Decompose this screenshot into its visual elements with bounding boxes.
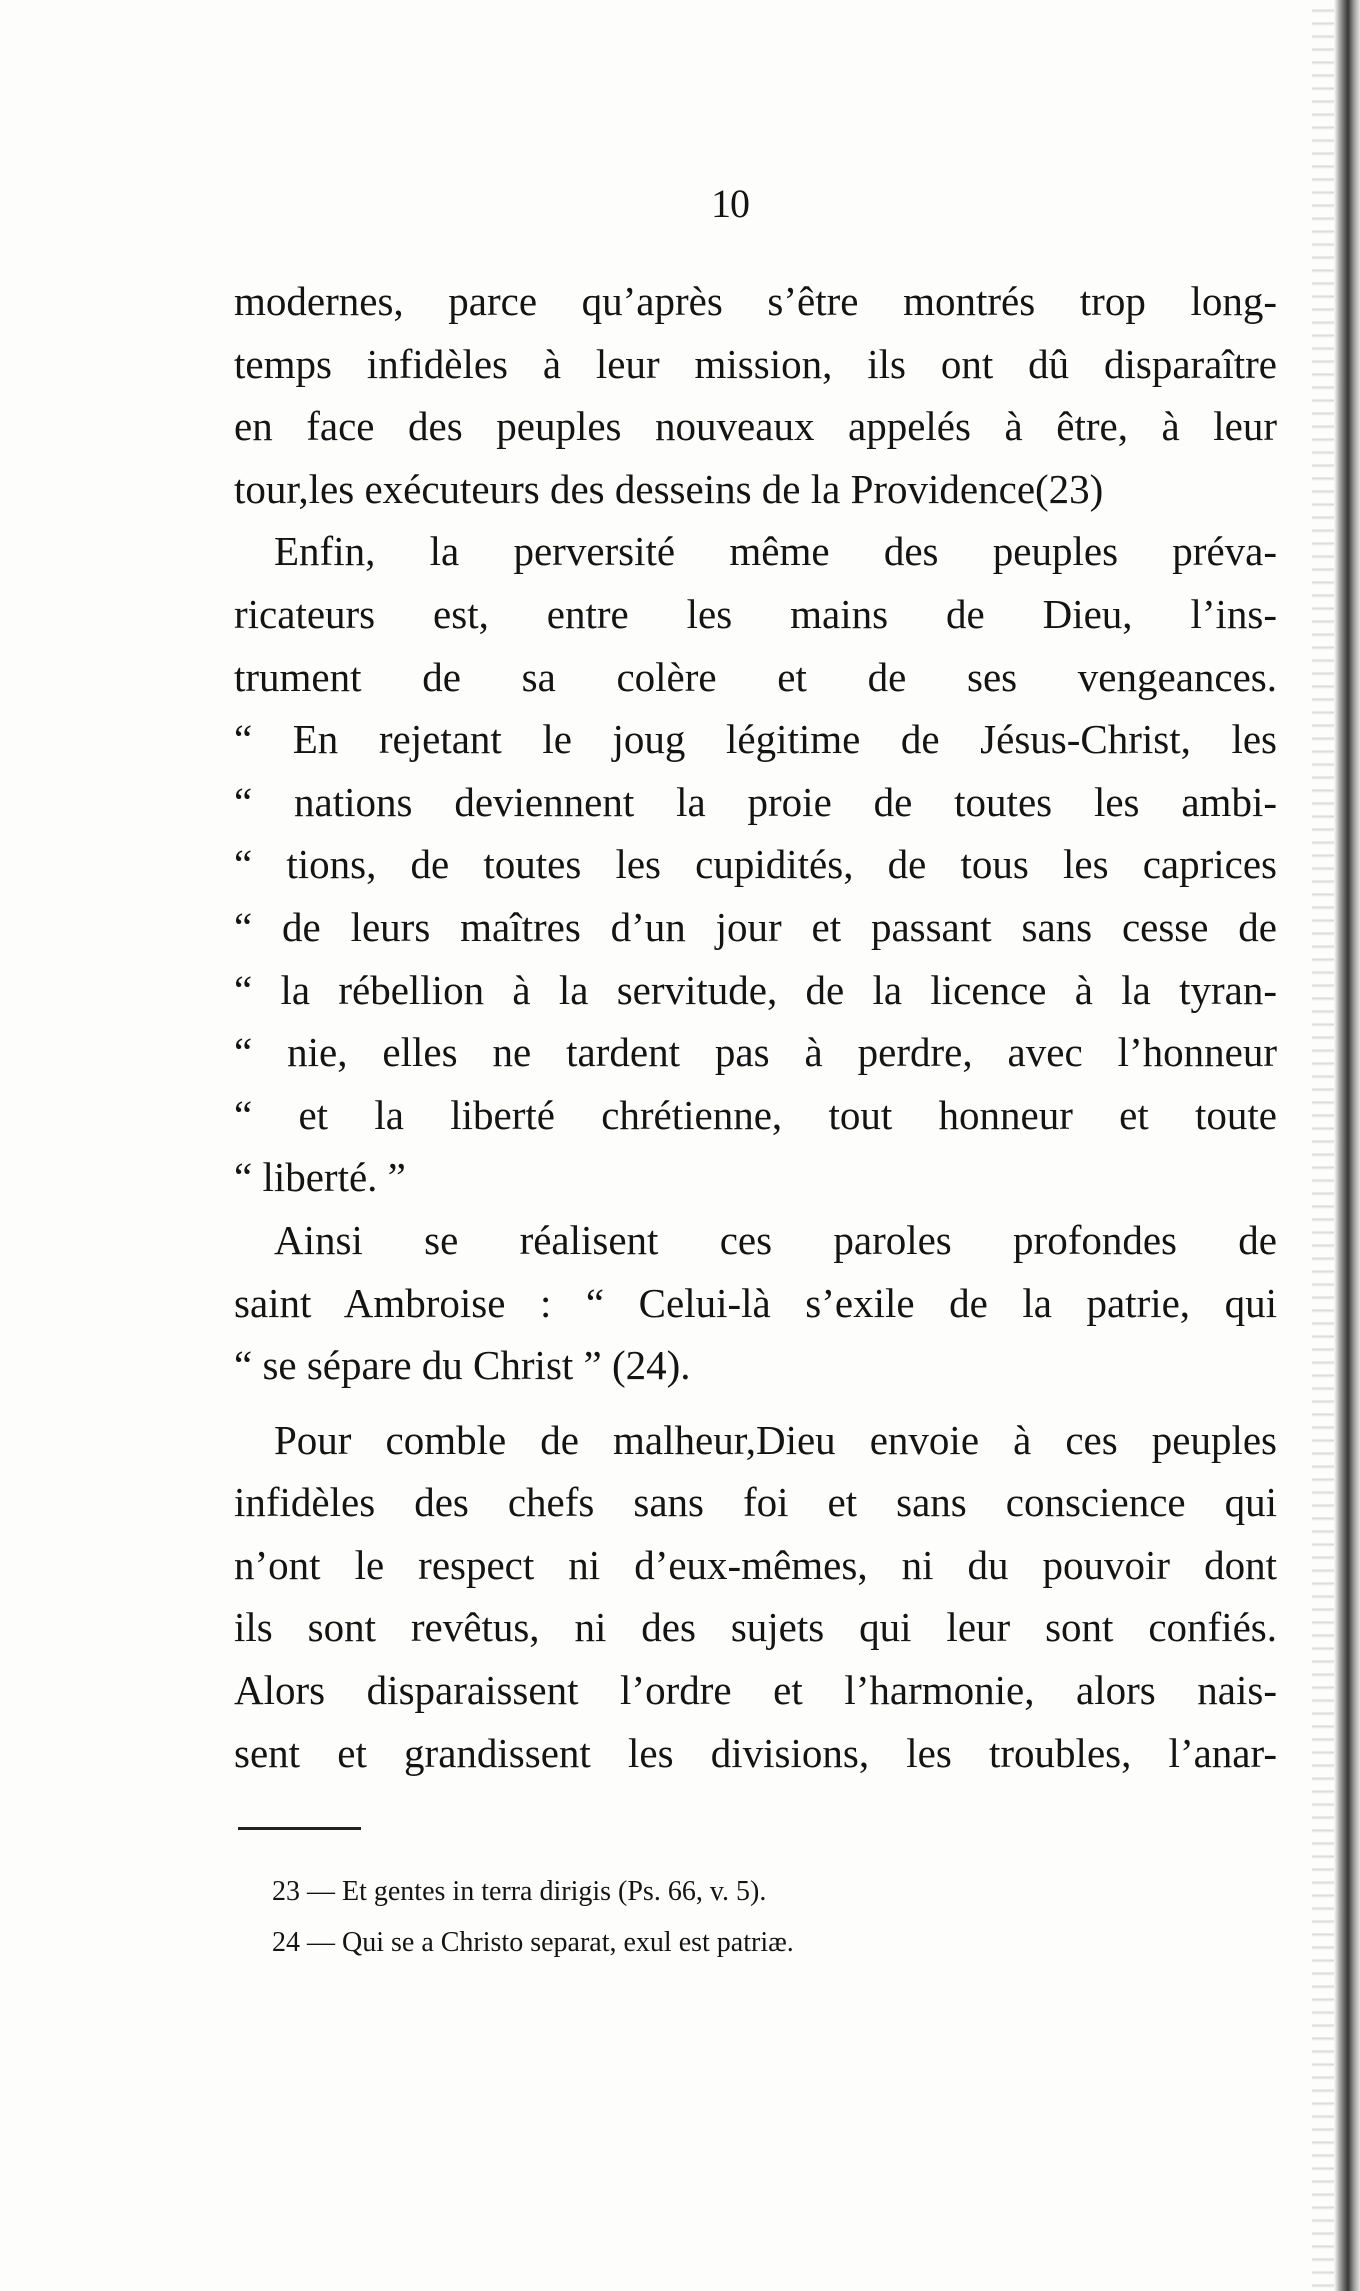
text-line: “ tions, de toutes les cupidités, de tous les caprices (234, 841, 1277, 888)
text-line: “ En rejetant le joug légitime de Jésus-Christ, les (234, 716, 1277, 763)
text-line: Alors disparaissent l’ordre et l’harmonie, alors nais- (234, 1667, 1277, 1714)
text-line: modernes, parce qu’après s’être montrés trop long- (234, 278, 1277, 324)
text-line: Enfin, la perversité même des peuples préva- (274, 528, 1277, 575)
text-line: ricateurs est, entre les mains de Dieu, l’ins- (234, 590, 1277, 637)
text-line: “ et la liberté chrétienne, tout honneur et toute (234, 1091, 1277, 1138)
text-line: “ de leurs maîtres d’un jour et passant sans cesse de (234, 903, 1277, 950)
paragraph-gap (234, 1397, 1277, 1409)
text-line: “ se sépare du Christ ” (24). (234, 1342, 691, 1389)
page-number: 10 (711, 181, 749, 226)
text-line: “ liberté. ” (234, 1154, 406, 1201)
text-line: en face des peuples nouveaux appelés à être, à leur (234, 403, 1277, 450)
body-text (234, 270, 1277, 1784)
text-line: sent et grandissent les divisions, les troubles, l’anar- (234, 1729, 1277, 1776)
binding-shadow (1312, 0, 1334, 2291)
text-line: tour,les exécuteurs des desseins de la Providence(23) (234, 465, 1104, 512)
text-line: infidèles des chefs sans foi et sans conscience qui (234, 1479, 1277, 1526)
text-line: “ la rébellion à la servitude, de la licence à la tyran- (234, 966, 1277, 1013)
text-line: n’ont le respect ni d’eux-mêmes, ni du pouvoir dont (234, 1541, 1277, 1588)
footnotes (272, 1866, 1032, 1968)
footnote-rule (238, 1827, 361, 1830)
footnote: 23 — Et gentes in terra dirigis (Ps. 66, v. 5). (272, 1876, 767, 1907)
binding-edge (1334, 0, 1360, 2291)
text-line: “ nations deviennent la proie de toutes les ambi- (234, 778, 1277, 825)
text-line: Ainsi se réalisent ces paroles profondes de (274, 1216, 1277, 1263)
text-line: trument de sa colère et de ses vengeances. (234, 653, 1277, 700)
footnote: 24 — Qui se a Christo separat, exul est patriæ. (272, 1927, 794, 1958)
text-line: “ nie, elles ne tardent pas à perdre, avec l’honneur (234, 1029, 1277, 1076)
text-line: temps infidèles à leur mission, ils ont dû disparaître (234, 340, 1277, 387)
text-line: ils sont revêtus, ni des sujets qui leur sont confiés. (234, 1604, 1277, 1651)
text-line: Pour comble de malheur,Dieu envoie à ces peuples (274, 1416, 1277, 1463)
text-line: saint Ambroise : “ Celui-là s’exile de la patrie, qui (234, 1279, 1277, 1326)
